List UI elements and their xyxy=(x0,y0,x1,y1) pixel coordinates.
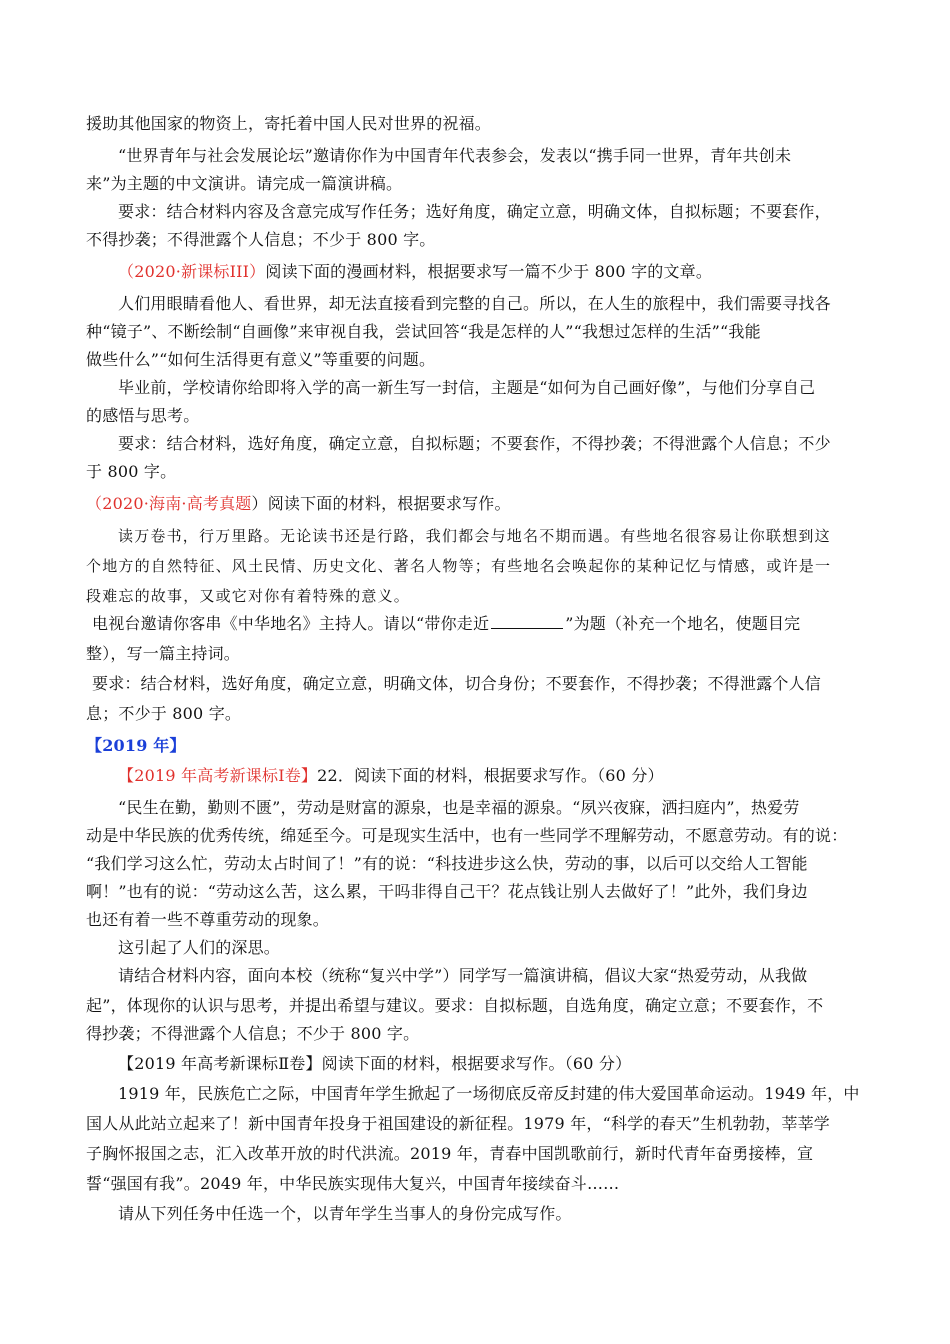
paragraph-line: 誓“强国有我”。2049 年，中华民族实现伟大复兴，中国青年接续奋斗…… xyxy=(86,1174,620,1193)
year-heading: 【2019 年】 xyxy=(86,736,186,755)
question-text: 22．阅读下面的材料，根据要求写作。（60 分） xyxy=(317,766,664,785)
paragraph-line: 要求：结合材料，选好角度，确定立意，自拟标题；不要套作，不得抄袭；不得泄露个人信息；不少 xyxy=(118,434,831,453)
material-line: 个地方的自然特征、风土民情、历史文化、著名人物等；有些地名会唤起你的某种记忆与情感，或许是一 xyxy=(86,557,832,575)
paragraph-line: 起”，体现你的认识与思考，并提出希望与建议。要求：自拟标题，自选角度，确定立意；不要套作，不 xyxy=(86,996,824,1015)
paragraph-line: 子胸怀报国之志，汇入改革开放的时代洪流。2019 年，青春中国凯歌前行，新时代青年奋勇接棒，宣 xyxy=(86,1144,814,1163)
question-heading xyxy=(86,494,511,514)
paragraph-line: 要求：结合材料内容及含意完成写作任务；选好角度，确定立意，明确文体，自拟标题；不要套作， xyxy=(118,202,831,221)
paragraph-line: 毕业前，学校请你给即将入学的高一新生写一封信，主题是“如何为自己画好像”，与他们分享自己 xyxy=(118,378,816,397)
question-text: ）阅读下面的材料，根据要求写作。 xyxy=(251,494,511,513)
paragraph-line: 请从下列任务中任选一个，以青年学生当事人的身份完成写作。 xyxy=(118,1204,572,1223)
source-tag: （2020·新课标III） xyxy=(118,262,266,281)
question-heading xyxy=(118,766,664,786)
paragraph-line: 的感悟与思考。 xyxy=(86,406,200,425)
paragraph-line: 得抄袭；不得泄露个人信息；不少于 800 字。 xyxy=(86,1024,420,1043)
prompt-text: 电视台邀请你客串《中华地名》主持人。请以“带你走近 xyxy=(92,614,490,633)
fill-blank xyxy=(491,614,563,629)
paragraph-line: “我们学习这么忙，劳动太占时间了！”有的说：“科技进步这么快，劳动的事，以后可以交给人工智能 xyxy=(86,854,808,873)
paragraph-line: 不得抄袭；不得泄露个人信息；不少于 800 字。 xyxy=(86,230,436,249)
question-text: 阅读下面的漫画材料，根据要求写一篇不少于 800 字的文章。 xyxy=(265,262,713,281)
paragraph-line: 国人从此站立起来了！新中国青年投身于祖国建设的新征程。1979 年，“科学的春天”生机勃勃，莘莘学 xyxy=(86,1114,830,1133)
paragraph-line: “世界青年与社会发展论坛”邀请你作为中国青年代表参会，发表以“携手同一世界，青年共创未 xyxy=(118,146,792,165)
source-tag: （2020·海南·高考真题 xyxy=(86,494,252,513)
paragraph-line: 整），写一篇主持词。 xyxy=(86,644,241,663)
paragraph-line xyxy=(92,614,800,634)
question-heading: 【2019 年高考新课标Ⅱ卷】阅读下面的材料，根据要求写作。（60 分） xyxy=(118,1054,632,1073)
paragraph-line: 也还有着一些不尊重劳动的现象。 xyxy=(86,910,330,929)
source-tag: 【2019 年高考新课标Ⅰ卷】 xyxy=(118,766,318,785)
question-heading xyxy=(118,262,712,282)
material-line: 读万卷书，行万里路。无论读书还是行路，我们都会与地名不期而遇。有些地名很容易让你联想到这 xyxy=(118,527,831,545)
paragraph-line: 援助其他国家的物资上，寄托着中国人民对世界的祝福。 xyxy=(86,114,492,133)
paragraph-line: 来”为主题的中文演讲。请完成一篇演讲稿。 xyxy=(86,174,403,193)
paragraph-line: 人们用眼睛看他人、看世界，却无法直接看到完整的自己。所以，在人生的旅程中，我们需要寻找各 xyxy=(118,294,831,313)
paragraph-line: 做些什么”“如何生活得更有意义”等重要的问题。 xyxy=(86,350,436,369)
paragraph-line: 动是中华民族的优秀传统，绵延至今。可是现实生活中，也有一些同学不理解劳动，不愿意劳动。有的说： xyxy=(86,826,848,845)
paragraph-line: 请结合材料内容，面向本校（统称“复兴中学”）同学写一篇演讲稿，倡议大家“热爱劳动，从我做 xyxy=(118,966,808,985)
paragraph-line: 这引起了人们的深思。 xyxy=(118,938,281,957)
paragraph-line: 要求：结合材料，选好角度，确定立意，明确文体，切合身份；不要套作，不得抄袭；不得泄露个人信 xyxy=(92,674,822,693)
paragraph-line: 啊！”也有的说：“劳动这么苦，这么累，干吗非得自己干？花点钱让别人去做好了！”此外，我们身边 xyxy=(86,882,808,901)
material-line: 段难忘的故事，又或它对你有着特殊的意义。 xyxy=(86,587,411,605)
prompt-text: ”为题（补充一个地名，使题目完 xyxy=(565,614,801,633)
paragraph-line: 于 800 字。 xyxy=(86,462,177,481)
paragraph-line: 息；不少于 800 字。 xyxy=(86,704,242,723)
paragraph-line: 1919 年，民族危亡之际，中国青年学生掀起了一场彻底反帝反封建的伟大爱国革命运动。1949 年，中 xyxy=(118,1084,860,1103)
paragraph-line: 种“镜子”、不断绘制“自画像”来审视自我，尝试回答“我是怎样的人”“我想过怎样的生活”“我能 xyxy=(86,322,761,341)
paragraph-line: “民生在勤，勤则不匮”，劳动是财富的源泉，也是幸福的源泉。“夙兴夜寐，洒扫庭内”，热爱劳 xyxy=(118,798,800,817)
